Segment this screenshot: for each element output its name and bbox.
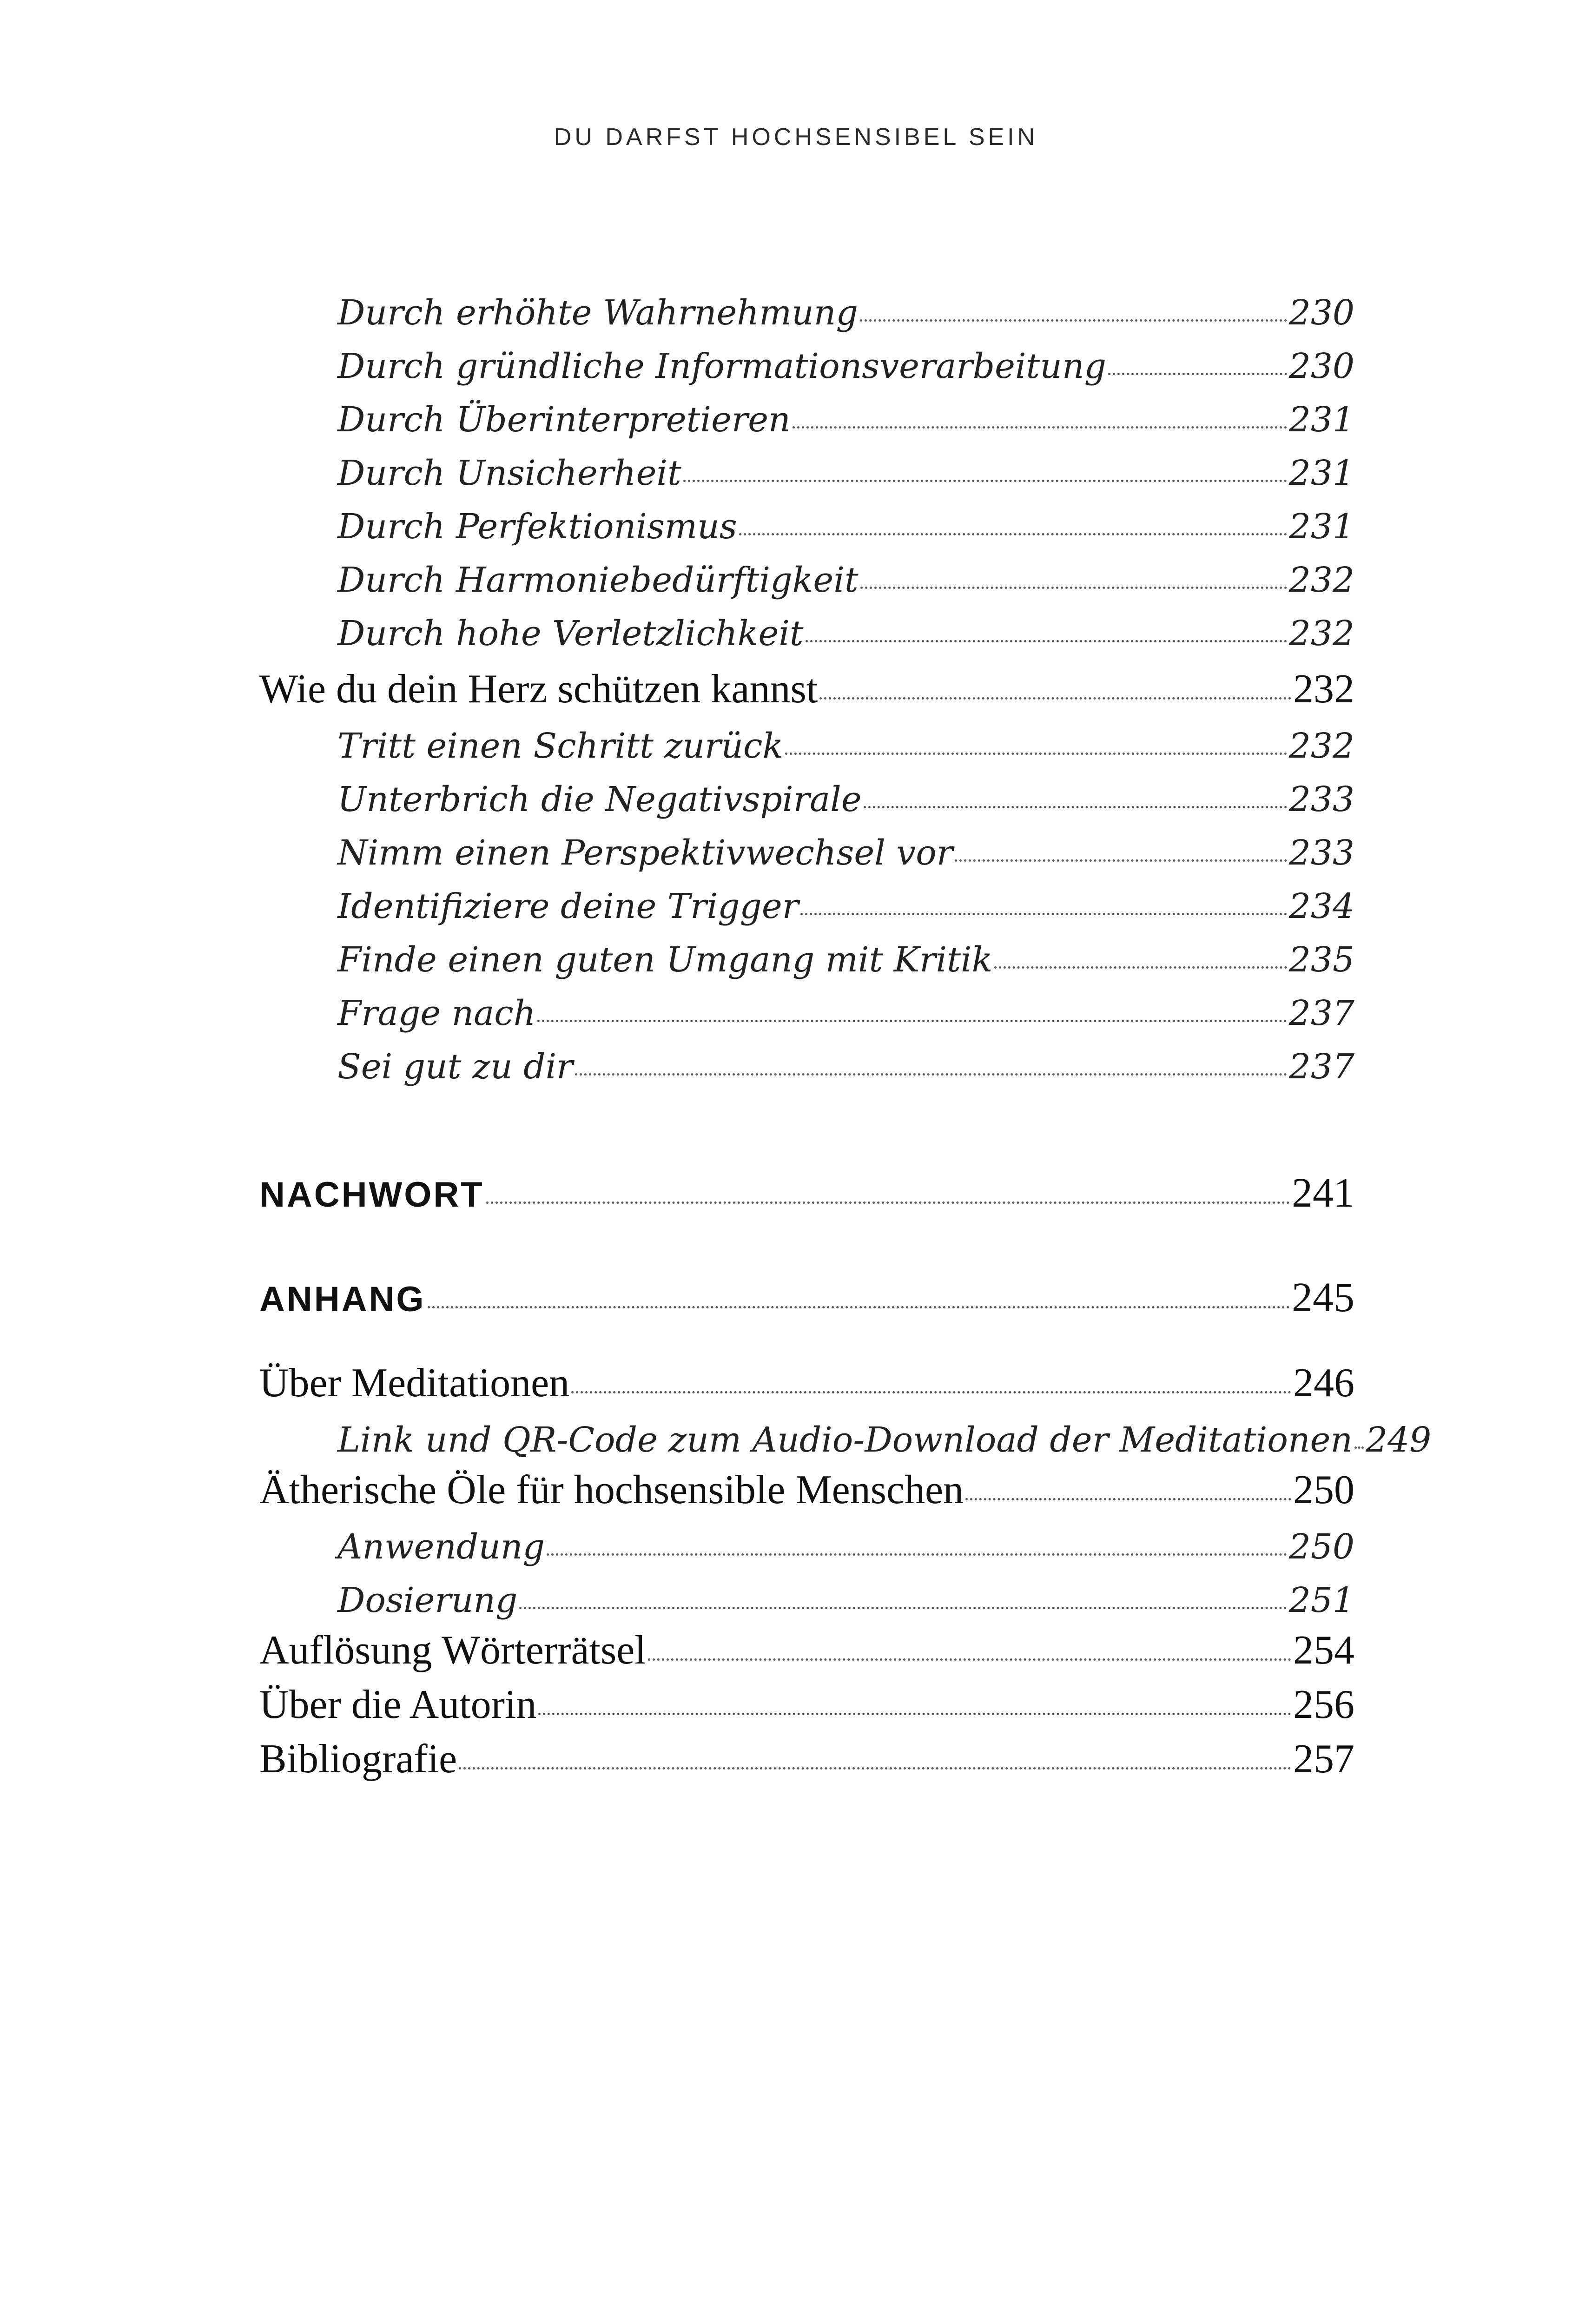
toc-page-number: 232 bbox=[1288, 560, 1354, 600]
toc-entry bbox=[259, 453, 1354, 493]
toc-page-number: 230 bbox=[1288, 293, 1354, 333]
dot-leader bbox=[459, 1767, 1291, 1769]
toc-page-number: 241 bbox=[1292, 1170, 1354, 1216]
toc-page-number: 231 bbox=[1288, 400, 1354, 440]
dot-leader bbox=[739, 533, 1287, 535]
toc-entry bbox=[259, 346, 1354, 386]
toc-entry bbox=[259, 1360, 1354, 1406]
toc-page-number: 233 bbox=[1288, 779, 1354, 819]
toc-entry bbox=[259, 886, 1354, 926]
toc-page-number: 245 bbox=[1292, 1274, 1354, 1320]
toc-page-number: 250 bbox=[1293, 1467, 1354, 1512]
dot-leader bbox=[683, 480, 1287, 482]
toc-entry-title: Durch hohe Verletzlichkeit bbox=[337, 614, 804, 654]
toc-page-number: 232 bbox=[1288, 614, 1354, 654]
toc-entry-title: Link und QR-Code zum Audio-Download der Meditationen bbox=[337, 1420, 1353, 1460]
toc-entry-title: Durch erhöhte Wahrnehmung bbox=[337, 293, 858, 333]
toc-entry bbox=[259, 1580, 1354, 1620]
toc-page-number: 246 bbox=[1293, 1360, 1354, 1406]
toc-entry bbox=[259, 779, 1354, 819]
dot-leader bbox=[571, 1391, 1291, 1393]
toc-entry-title: Identifiziere deine Trigger bbox=[337, 886, 799, 926]
dot-leader bbox=[785, 753, 1287, 755]
dot-leader bbox=[1108, 373, 1287, 375]
dot-leader bbox=[575, 1073, 1287, 1076]
toc-entry bbox=[259, 726, 1354, 766]
dot-leader bbox=[486, 1202, 1290, 1204]
toc-page-number: 231 bbox=[1288, 453, 1354, 493]
toc-entry bbox=[259, 666, 1354, 713]
toc-entry bbox=[259, 507, 1354, 547]
toc-entry-title: Durch Harmoniebedürftigkeit bbox=[337, 560, 859, 600]
toc-entry bbox=[259, 400, 1354, 440]
toc-entry-title: Dosierung bbox=[337, 1580, 518, 1620]
toc-page-number: 235 bbox=[1288, 940, 1354, 980]
toc-entry bbox=[259, 1420, 1432, 1460]
dot-leader bbox=[864, 806, 1287, 808]
dot-leader bbox=[819, 697, 1291, 700]
toc-entry-title: NACHWORT bbox=[259, 1175, 484, 1215]
toc-entry-title: Bibliografie bbox=[259, 1736, 457, 1782]
dot-leader bbox=[800, 913, 1287, 915]
toc-entry bbox=[259, 1466, 1354, 1513]
toc-entry bbox=[259, 833, 1354, 873]
toc-entry bbox=[259, 614, 1354, 654]
dot-leader bbox=[955, 859, 1287, 862]
toc-page-number: 230 bbox=[1288, 346, 1354, 386]
toc-entry-title: Auflösung Wörterrätsel bbox=[259, 1628, 646, 1673]
toc-entry-title: Anwendung bbox=[337, 1527, 545, 1567]
toc-entry-title: Über die Autorin bbox=[259, 1682, 537, 1727]
toc-page-number: 233 bbox=[1288, 833, 1354, 873]
dot-leader bbox=[860, 587, 1287, 589]
toc-entry bbox=[259, 1736, 1354, 1783]
toc-entry-title: Finde einen guten Umgang mit Kritik bbox=[337, 940, 993, 980]
dot-leader bbox=[537, 1020, 1287, 1022]
toc-entry bbox=[259, 940, 1354, 980]
toc-entry-title: Nimm einen Perspektivwechsel vor bbox=[337, 833, 953, 873]
toc-entry bbox=[259, 1527, 1354, 1567]
toc-chapter bbox=[259, 1169, 1354, 1217]
toc-entry bbox=[259, 993, 1354, 1033]
toc-entry-title: Durch gründliche Informationsverarbeitung bbox=[337, 346, 1106, 386]
dot-leader bbox=[547, 1553, 1287, 1556]
toc-entry-title: Unterbrich die Negativspirale bbox=[337, 779, 862, 819]
toc-entry-title: Wie du dein Herz schützen kannst bbox=[259, 667, 818, 712]
toc-entry bbox=[259, 1681, 1354, 1728]
toc-page-number: 232 bbox=[1288, 726, 1354, 766]
toc-page-number: 256 bbox=[1293, 1682, 1354, 1727]
dot-leader bbox=[994, 966, 1287, 969]
dot-leader bbox=[965, 1498, 1291, 1500]
toc-page-number: 234 bbox=[1288, 886, 1354, 926]
toc-page-number: 232 bbox=[1293, 667, 1354, 712]
dot-leader bbox=[806, 640, 1287, 642]
toc-entry bbox=[259, 293, 1354, 333]
toc-entry-title: Ätherische Öle für hochsensible Menschen bbox=[259, 1467, 964, 1512]
toc-entry bbox=[259, 1047, 1354, 1087]
toc-entry-title: Über Meditationen bbox=[259, 1360, 570, 1406]
toc-page-number: 231 bbox=[1288, 507, 1354, 547]
toc-page-number: 257 bbox=[1293, 1736, 1354, 1782]
toc-chapter bbox=[259, 1274, 1354, 1321]
toc-entry-title: Frage nach bbox=[337, 993, 536, 1033]
running-head: DU DARFST HOCHSENSIBEL SEIN bbox=[554, 124, 1038, 151]
toc-entry-title: Durch Überinterpretieren bbox=[337, 400, 791, 440]
toc-entry-title: ANHANG bbox=[259, 1280, 426, 1319]
toc-page-number: 250 bbox=[1288, 1527, 1354, 1567]
toc-entry-title: Durch Unsicherheit bbox=[337, 453, 681, 493]
dot-leader bbox=[428, 1306, 1290, 1308]
toc-entry-title: Tritt einen Schritt zurück bbox=[337, 726, 784, 766]
toc-page-number: 237 bbox=[1288, 1047, 1354, 1087]
toc-entry bbox=[259, 1627, 1354, 1674]
dot-leader bbox=[538, 1713, 1291, 1715]
dot-leader bbox=[793, 426, 1287, 429]
dot-leader bbox=[1354, 1446, 1364, 1449]
dot-leader bbox=[519, 1607, 1287, 1609]
dot-leader bbox=[860, 319, 1287, 322]
toc-entry-title: Durch Perfektionismus bbox=[337, 507, 737, 547]
dot-leader bbox=[648, 1658, 1291, 1661]
toc-page-number: 251 bbox=[1288, 1580, 1354, 1620]
toc-page-number: 249 bbox=[1366, 1420, 1432, 1460]
toc-entry bbox=[259, 560, 1354, 600]
toc-entry-title: Sei gut zu dir bbox=[337, 1047, 573, 1087]
toc-page-number: 254 bbox=[1293, 1628, 1354, 1673]
toc-page-number: 237 bbox=[1288, 993, 1354, 1033]
